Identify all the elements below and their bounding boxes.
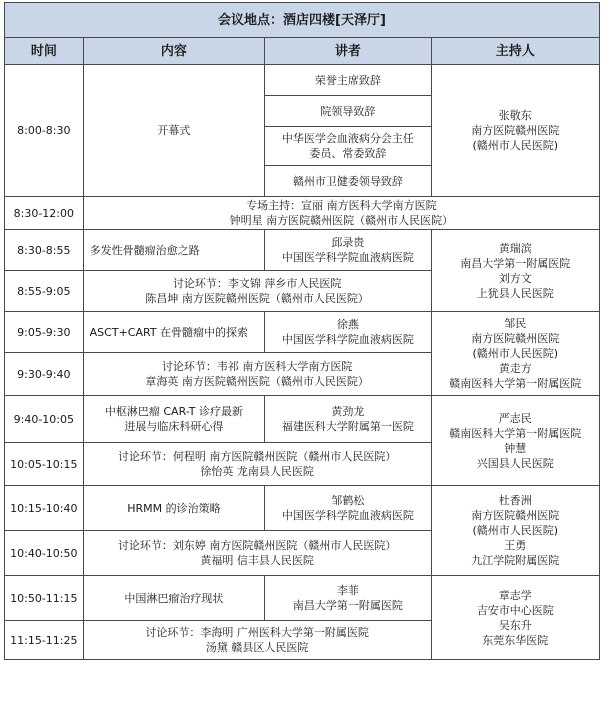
header-speaker: 讲者	[265, 38, 431, 65]
opening-speaker-4: 赣州市卫健委领导致辞	[265, 166, 431, 197]
venue-row	[5, 3, 600, 38]
opening-row	[5, 65, 600, 96]
discussion-time: 10:05-10:15	[5, 443, 84, 486]
talk-time: 10:50-11:15	[5, 576, 84, 621]
block-host: 严志民 赣南医科大学第一附属医院 钟慧 兴国县人民医院	[431, 396, 599, 486]
discussion-time: 8:55-9:05	[5, 271, 84, 312]
discussion-text: 讨论环节：何程明 南方医院赣州医院（赣州市人民医院） 徐怡英 龙南县人民医院	[83, 443, 431, 486]
block-host: 邹民 南方医院赣州医院 (赣州市人民医院) 黄走方 赣南医科大学第一附属医院	[431, 312, 599, 396]
discussion-time: 11:15-11:25	[5, 621, 84, 660]
talk-time: 9:40-10:05	[5, 396, 84, 443]
opening-speaker-2: 院领导致辞	[265, 96, 431, 127]
block-host: 章志学 吉安市中心医院 吴东升 东莞东华医院	[431, 576, 599, 660]
discussion-text: 讨论环节：韦祁 南方医科大学南方医院 章海英 南方医院赣州医院（赣州市人民医院）	[83, 353, 431, 396]
talk-speaker: 李菲 南昌大学第一附属医院	[265, 576, 431, 621]
opening-time: 8:00-8:30	[5, 65, 84, 197]
discussion-time: 10:40-10:50	[5, 531, 84, 576]
header-host: 主持人	[431, 38, 599, 65]
discussion-text: 讨论环节：刘东婷 南方医院赣州医院（赣州市人民医院） 黄福明 信丰县人民医院	[83, 531, 431, 576]
venue-title: 会议地点：酒店四楼[天泽厅]	[5, 3, 600, 38]
talk-time: 8:30-8:55	[5, 230, 84, 271]
talk-content: HRMM 的诊治策略	[83, 486, 265, 531]
talk-time: 9:05-9:30	[5, 312, 84, 353]
talk-speaker: 徐燕 中国医学科学院血液病医院	[265, 312, 431, 353]
talk-row	[5, 486, 600, 531]
session-chair-time: 8:30-12:00	[5, 197, 84, 230]
talk-row	[5, 396, 600, 443]
discussion-time: 9:30-9:40	[5, 353, 84, 396]
discussion-text: 讨论环节：李文锦 萍乡市人民医院 陈昌坤 南方医院赣州医院（赣州市人民医院）	[83, 271, 431, 312]
talk-speaker: 邱录贵 中国医学科学院血液病医院	[265, 230, 431, 271]
talk-row	[5, 312, 600, 353]
talk-row	[5, 230, 600, 271]
discussion-text: 讨论环节：李海明 广州医科大学第一附属医院 汤黛 赣县区人民医院	[83, 621, 431, 660]
talk-content: 中国淋巴瘤治疗现状	[83, 576, 265, 621]
header-time: 时间	[5, 38, 84, 65]
talk-row	[5, 576, 600, 621]
talk-content: 中枢淋巴瘤 CAR-T 诊疗最新 进展与临床科研心得	[83, 396, 265, 443]
talk-content: ASCT+CART 在骨髓瘤中的探索	[83, 312, 265, 353]
block-host: 杜香洲 南方医院赣州医院 (赣州市人民医院) 王勇 九江学院附属医院	[431, 486, 599, 576]
talk-speaker: 邹鹤松 中国医学科学院血液病医院	[265, 486, 431, 531]
header-row	[5, 38, 600, 65]
talk-speaker: 黄劲龙 福建医科大学附属第一医院	[265, 396, 431, 443]
opening-speaker-1: 荣誉主席致辞	[265, 65, 431, 96]
header-content: 内容	[83, 38, 265, 65]
schedule-table	[4, 2, 600, 660]
session-chair-row	[5, 197, 600, 230]
opening-speaker-3: 中华医学会血液病分会主任 委员、常委致辞	[265, 127, 431, 166]
block-host: 黄瑞滨 南昌大学第一附属医院 刘方文 上犹县人民医院	[431, 230, 599, 312]
opening-host: 张敬东 南方医院赣州医院 (赣州市人民医院)	[431, 65, 599, 197]
talk-time: 10:15-10:40	[5, 486, 84, 531]
session-chair-text: 专场主持：宣丽 南方医科大学南方医院 钟明星 南方医院赣州医院（赣州市人民医院）	[83, 197, 599, 230]
opening-content: 开幕式	[83, 65, 265, 197]
talk-content: 多发性骨髓瘤治愈之路	[83, 230, 265, 271]
